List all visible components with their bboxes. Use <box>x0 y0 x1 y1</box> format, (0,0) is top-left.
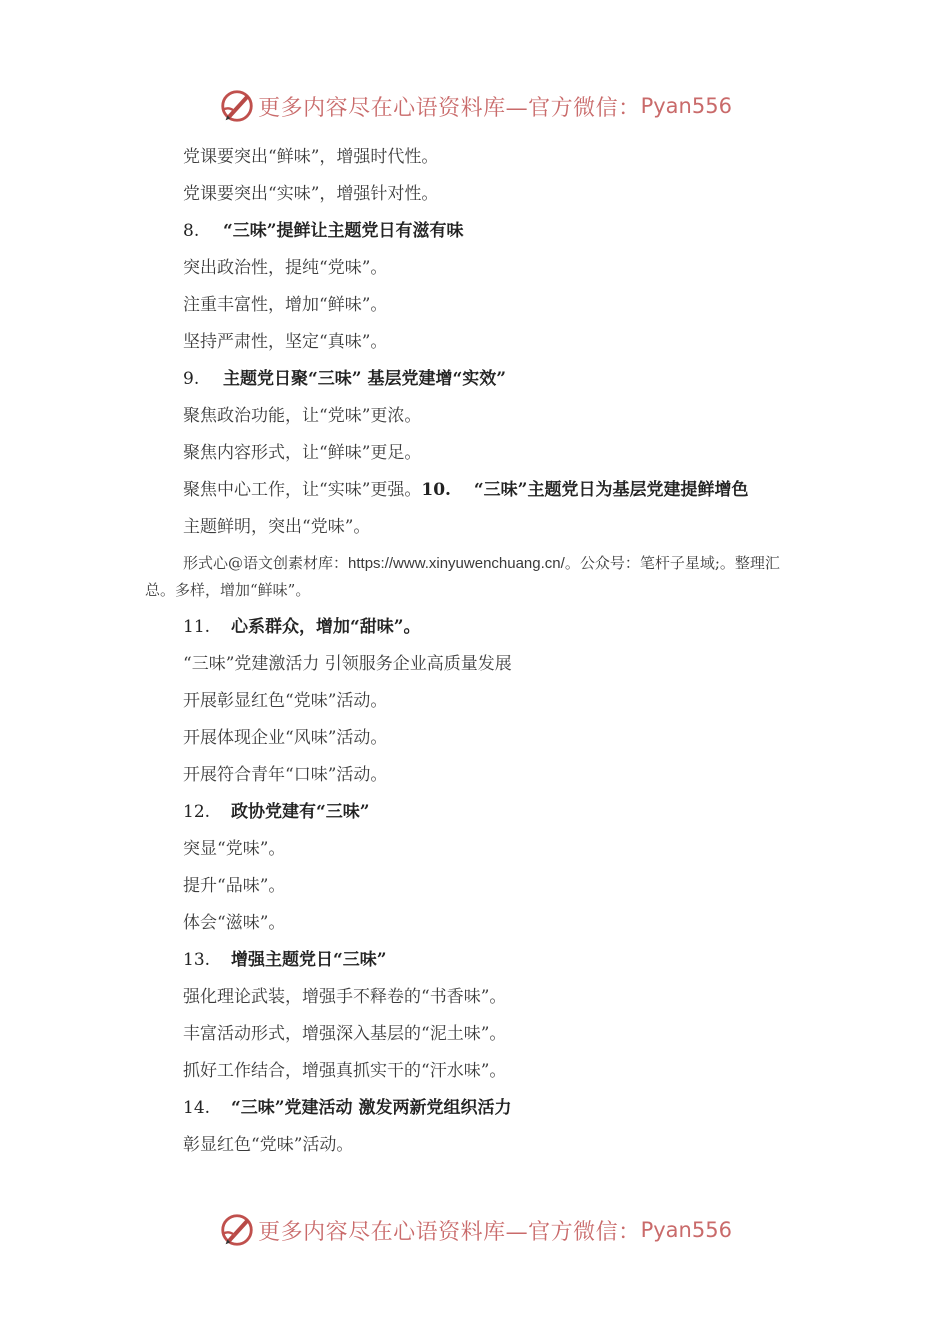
paragraph: 党课要突出“鲜味”，增强时代性。 <box>183 147 439 167</box>
paragraph-with-heading-10 <box>145 472 805 509</box>
paragraph: 体会“滋味”。 <box>183 913 286 933</box>
paragraph: 聚焦政治功能，让“党味”更浓。 <box>183 406 422 426</box>
section-heading-12 <box>145 794 805 831</box>
source-url: https://www.xinyuwenchuang.cn/ <box>348 555 565 572</box>
section-heading-13 <box>145 942 805 979</box>
section-heading-14 <box>145 1090 805 1127</box>
heading-text: 主题党日聚“三味” 基层党建增“实效” <box>223 369 507 389</box>
paragraph: 开展符合青年“口味”活动。 <box>183 765 388 785</box>
heading-text: 政协党建有“三味” <box>231 802 370 822</box>
paragraph: 彰显红色“党味”活动。 <box>183 1135 354 1155</box>
pen-logo-icon <box>218 87 256 125</box>
pen-logo-icon <box>218 1211 256 1249</box>
paragraph: 突显“党味”。 <box>183 839 286 859</box>
paragraph: 主题鲜明，突出“党味”。 <box>183 517 371 537</box>
paragraph: 注重丰富性，增加“鲜味”。 <box>183 295 388 315</box>
section-heading-9 <box>145 361 805 398</box>
heading-number: 9. <box>183 369 200 389</box>
banner-wechat-id: Pyan556 <box>640 94 732 118</box>
paragraph: “三味”党建激活力 引领服务企业高质量发展 <box>183 654 512 674</box>
heading-number: 11. <box>183 617 211 637</box>
paragraph: 坚持严肃性，坚定“真味”。 <box>183 332 388 352</box>
source-suffix: 。公众号：笔杆子星域;。整理汇总。多样，增加“鲜味”。 <box>145 554 780 599</box>
paragraph: 抓好工作结合，增强真抓实干的“汗水味”。 <box>183 1061 507 1081</box>
paragraph: 丰富活动形式，增强深入基层的“泥土味”。 <box>183 1024 507 1044</box>
heading-text: 增强主题党日“三味” <box>231 950 387 970</box>
document-body <box>145 139 805 1164</box>
heading-text: 心系群众，增加“甜味”。 <box>231 617 421 637</box>
banner-text: 更多内容尽在心语资料库—官方微信： <box>258 1219 641 1245</box>
banner-wechat-id: Pyan556 <box>640 1218 732 1242</box>
paragraph: 开展体现企业“风味”活动。 <box>183 728 388 748</box>
paragraph: 提升“品味”。 <box>183 876 286 896</box>
source-prefix: 形式心@语文创素材库： <box>183 554 349 572</box>
section-heading-8 <box>145 213 805 250</box>
paragraph-source <box>145 546 805 609</box>
section-heading-11 <box>145 609 805 646</box>
paragraph: 党课要突出“实味”，增强针对性。 <box>183 184 439 204</box>
paragraph: 聚焦中心工作，让“实味”更强。 <box>183 480 422 500</box>
paragraph: 聚焦内容形式，让“鲜味”更足。 <box>183 443 422 463</box>
paragraph: 强化理论武装，增强手不释卷的“书香味”。 <box>183 987 507 1007</box>
heading-number: 14. <box>183 1098 211 1118</box>
paragraph: 开展彰显红色“党味”活动。 <box>183 691 388 711</box>
footer-banner <box>0 1208 950 1252</box>
heading-text: “三味”提鲜让主题党日有滋有味 <box>223 221 464 241</box>
heading-text: “三味”党建活动 激发两新党组织活力 <box>231 1098 512 1118</box>
header-banner <box>0 84 950 128</box>
heading-number: 8. <box>183 221 200 241</box>
heading-number: 13. <box>183 950 211 970</box>
banner-text: 更多内容尽在心语资料库—官方微信： <box>258 95 641 121</box>
paragraph: 突出政治性，提纯“党味”。 <box>183 258 388 278</box>
heading-number: 12. <box>183 802 211 822</box>
section-heading-10: 10. “三味”主题党日为基层党建提鲜增色 <box>421 480 749 500</box>
